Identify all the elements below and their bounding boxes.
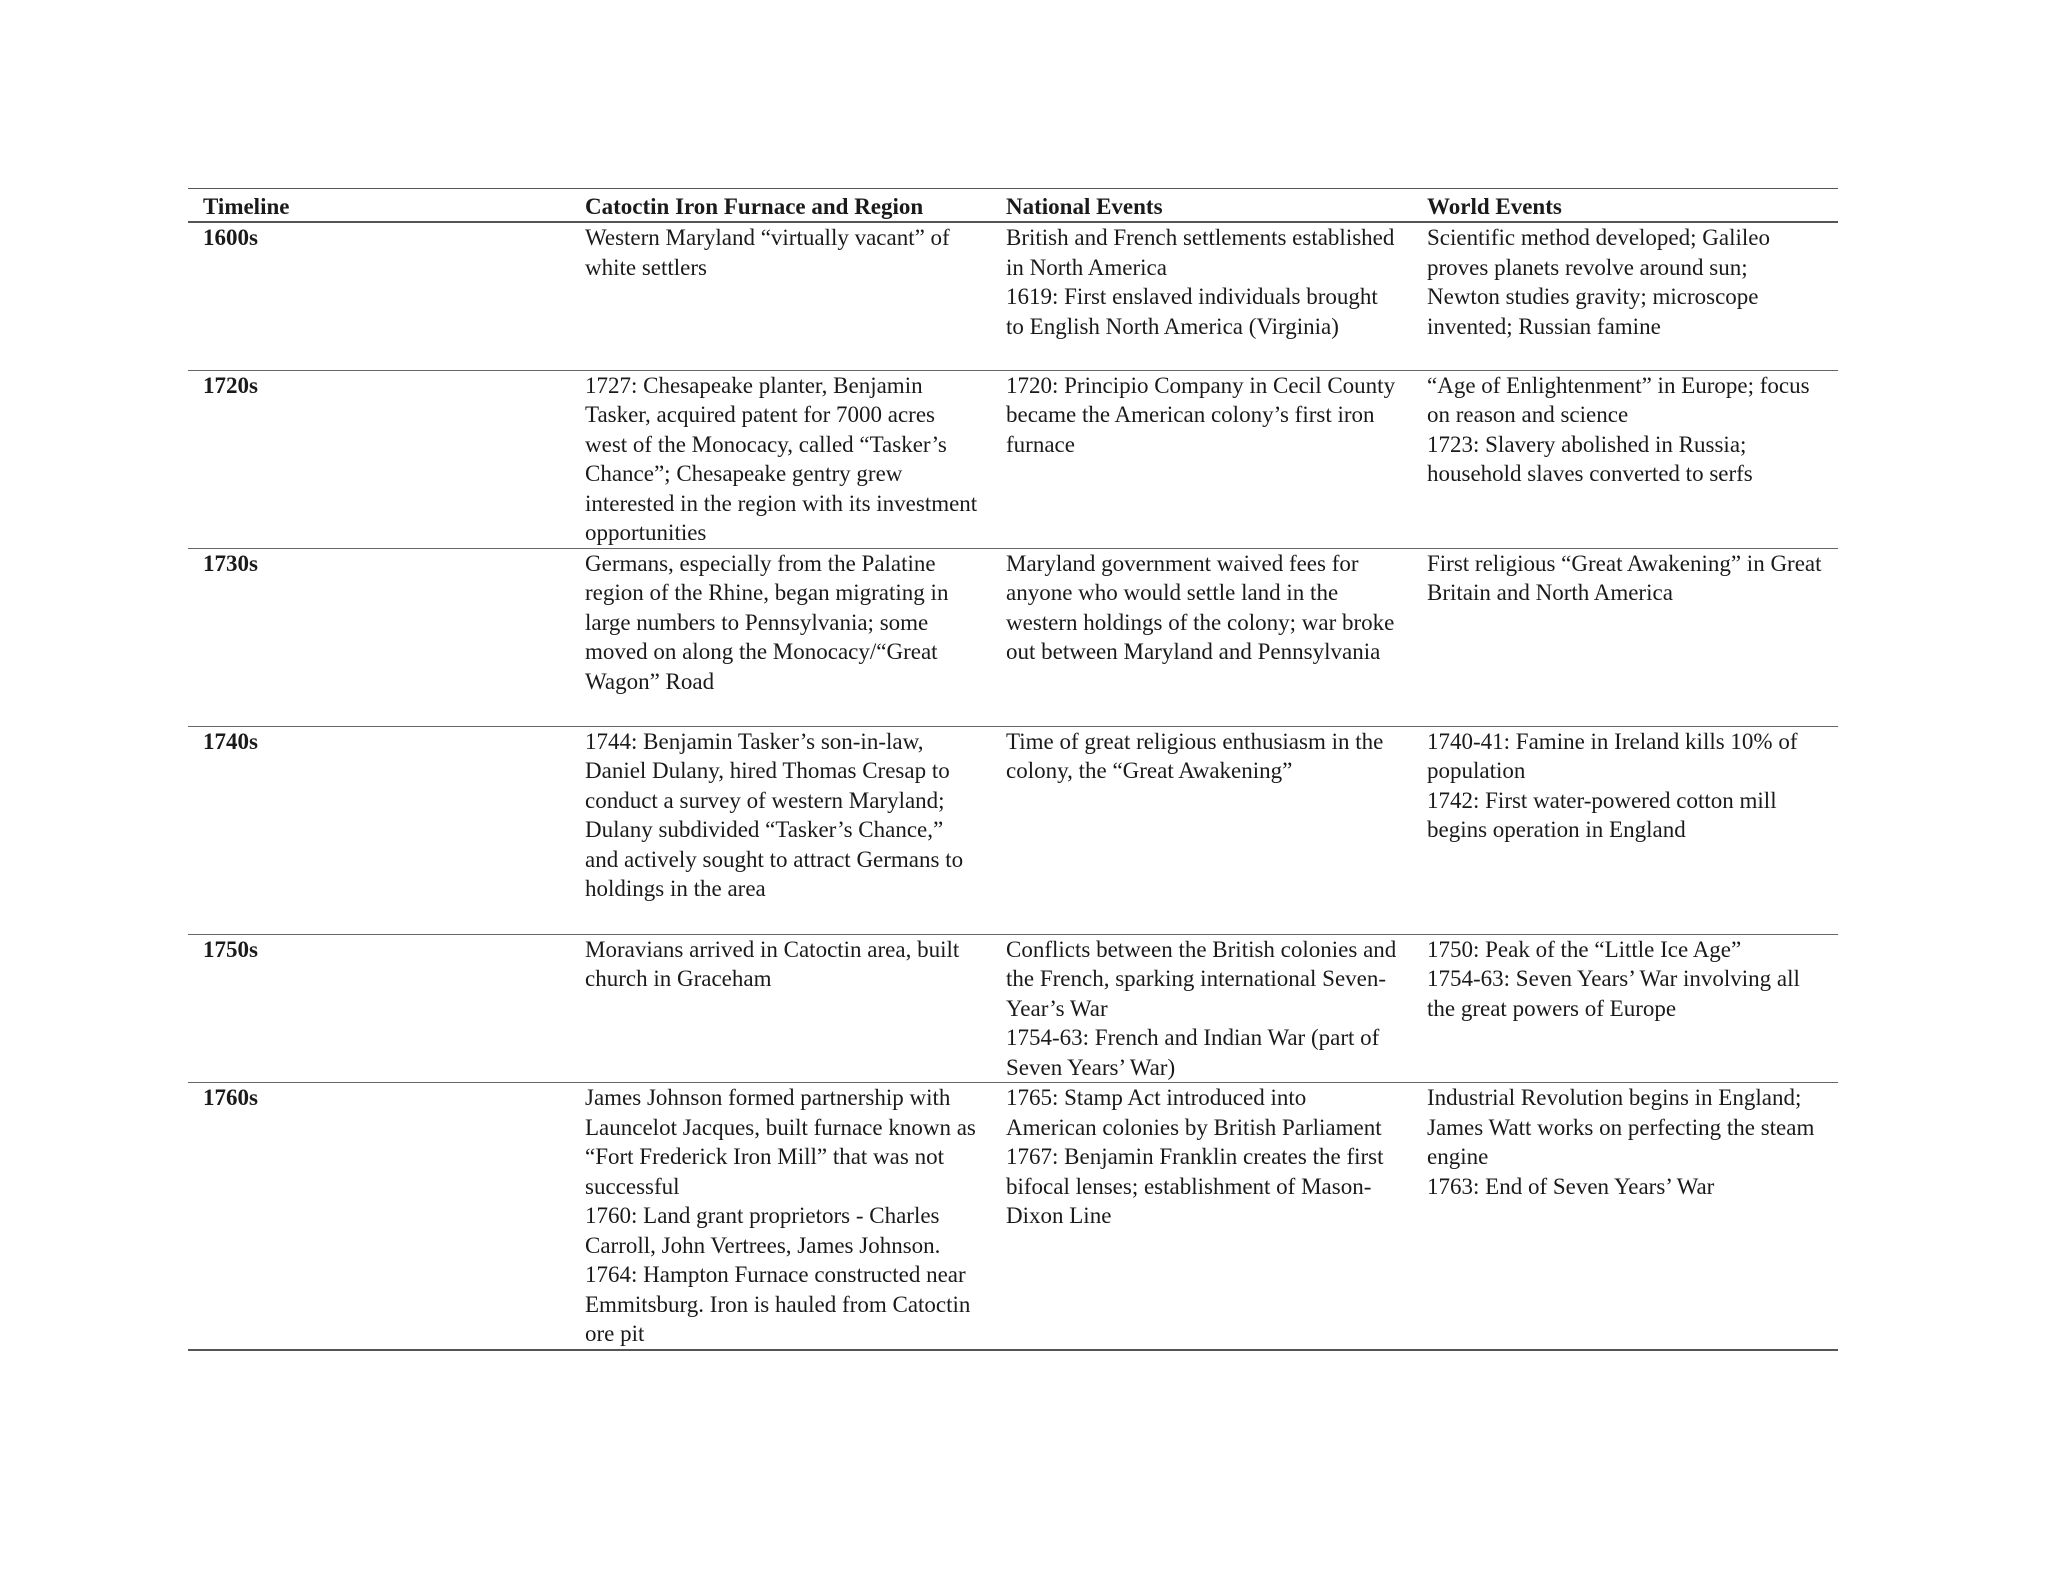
world-entry: Scientific method developed; Galileo proves planets revolve around sun; Newton studies gravity; microscope invented; Russian famine	[1427, 225, 1770, 339]
header-national: National Events	[1006, 193, 1163, 219]
regional-entry: 1764: Hampton Furnace constructed near Emmitsburg. Iron is hauled from Catoctin ore pit	[585, 1262, 971, 1346]
era-cell: 1740s	[203, 728, 258, 754]
world-entry: Industrial Revolution begins in England; James Watt works on perfecting the steam engine	[1427, 1085, 1815, 1169]
timeline-table	[188, 188, 1838, 1351]
national-cell	[991, 1083, 1412, 1350]
world-entry: 1723: Slavery abolished in Russia; household slaves converted to serfs	[1427, 431, 1753, 486]
table-row	[188, 934, 1838, 1083]
table-row	[188, 222, 1838, 370]
world-entry: 1742: First water-powered cotton mill begins operation in England	[1427, 787, 1777, 842]
regional-entry: Germans, especially from the Palatine region of the Rhine, began migrating in large numbers to Pennsylvania; some moved on along the Monocacy/“Great Wagon” Road	[585, 550, 949, 694]
era-cell: 1750s	[203, 936, 258, 962]
regional-entry: Western Maryland “virtually vacant” of white settlers	[585, 225, 950, 280]
world-entry: “Age of Enlightenment” in Europe; focus on reason and science	[1427, 372, 1810, 427]
regional-cell	[570, 934, 991, 1083]
national-entry: Time of great religious enthusiasm in the colony, the “Great Awakening”	[1006, 728, 1384, 783]
national-entry: Maryland government waived fees for anyone who would settle land in the western holdings of the colony; war broke out between Maryland and Pennsylvania	[1006, 550, 1395, 664]
regional-entry: 1727: Chesapeake planter, Benjamin Tasker, acquired patent for 7000 acres west of the Monocacy, called “Tasker’s Chance”; Chesapeake gentry grew interested in the region with its investment opportunities	[585, 372, 978, 545]
national-entry: British and French settlements established in North America	[1006, 225, 1395, 280]
world-entry: 1750: Peak of the “Little Ice Age”	[1427, 936, 1742, 962]
national-cell	[991, 222, 1412, 370]
national-entry: Conflicts between the British colonies and the French, sparking international Seven-Year’s War	[1006, 936, 1397, 1021]
era-cell: 1720s	[203, 372, 258, 398]
regional-cell	[570, 548, 991, 726]
header-regional: Catoctin Iron Furnace and Region	[585, 193, 924, 219]
regional-cell	[570, 370, 991, 548]
table-row	[188, 726, 1838, 934]
table-row	[188, 370, 1838, 548]
era-cell: 1760s	[203, 1085, 258, 1110]
national-entry: 1720: Principio Company in Cecil County became the American colony’s first iron furnace	[1006, 372, 1396, 457]
table-row	[188, 1083, 1838, 1350]
table-body	[188, 222, 1838, 1350]
header-row	[188, 189, 1838, 223]
regional-cell	[570, 222, 991, 370]
national-entry: 1767: Benjamin Franklin creates the first bifocal lenses; establishment of Mason-Dixon Line	[1006, 1144, 1384, 1228]
era-cell: 1730s	[203, 550, 258, 576]
world-entry: 1754-63: Seven Years’ War involving all the great powers of Europe	[1427, 966, 1800, 1021]
world-cell	[1412, 548, 1838, 726]
world-entry: 1763: End of Seven Years’ War	[1427, 1173, 1715, 1199]
national-cell	[991, 726, 1412, 934]
header-world: World Events	[1427, 193, 1562, 219]
regional-entry: James Johnson formed partnership with Launcelot Jacques, built furnace known as “Fort Frederick Iron Mill” that was not successful	[585, 1085, 976, 1199]
regional-cell	[570, 1083, 991, 1350]
regional-entry: 1744: Benjamin Tasker’s son-in-law, Daniel Dulany, hired Thomas Cresap to conduct a survey of western Maryland; Dulany subdivided “Tasker’s Chance,” and actively sought to attract Germans to holdings in the area	[585, 728, 964, 901]
table-row	[188, 548, 1838, 726]
world-cell	[1412, 370, 1838, 548]
regional-cell	[570, 726, 991, 934]
world-cell	[1412, 934, 1838, 1083]
national-entry: 1619: First enslaved individuals brought to English North America (Virginia)	[1006, 284, 1378, 339]
header-timeline: Timeline	[203, 193, 290, 219]
national-entry: 1765: Stamp Act introduced into American colonies by British Parliament	[1006, 1085, 1382, 1140]
world-cell	[1412, 726, 1838, 934]
table-header	[188, 189, 1838, 223]
national-cell	[991, 934, 1412, 1083]
world-cell	[1412, 1083, 1838, 1350]
world-cell	[1412, 222, 1838, 370]
world-entry: First religious “Great Awakening” in Great Britain and North America	[1427, 550, 1822, 605]
national-cell	[991, 548, 1412, 726]
world-entry: 1740-41: Famine in Ireland kills 10% of population	[1427, 728, 1798, 783]
regional-entry: 1760: Land grant proprietors - Charles Carroll, John Vertrees, James Johnson.	[585, 1203, 941, 1258]
regional-entry: Moravians arrived in Catoctin area, built church in Graceham	[585, 936, 960, 991]
national-cell	[991, 370, 1412, 548]
national-entry: 1754-63: French and Indian War (part of Seven Years’ War)	[1006, 1025, 1380, 1080]
era-cell: 1600s	[203, 225, 258, 250]
